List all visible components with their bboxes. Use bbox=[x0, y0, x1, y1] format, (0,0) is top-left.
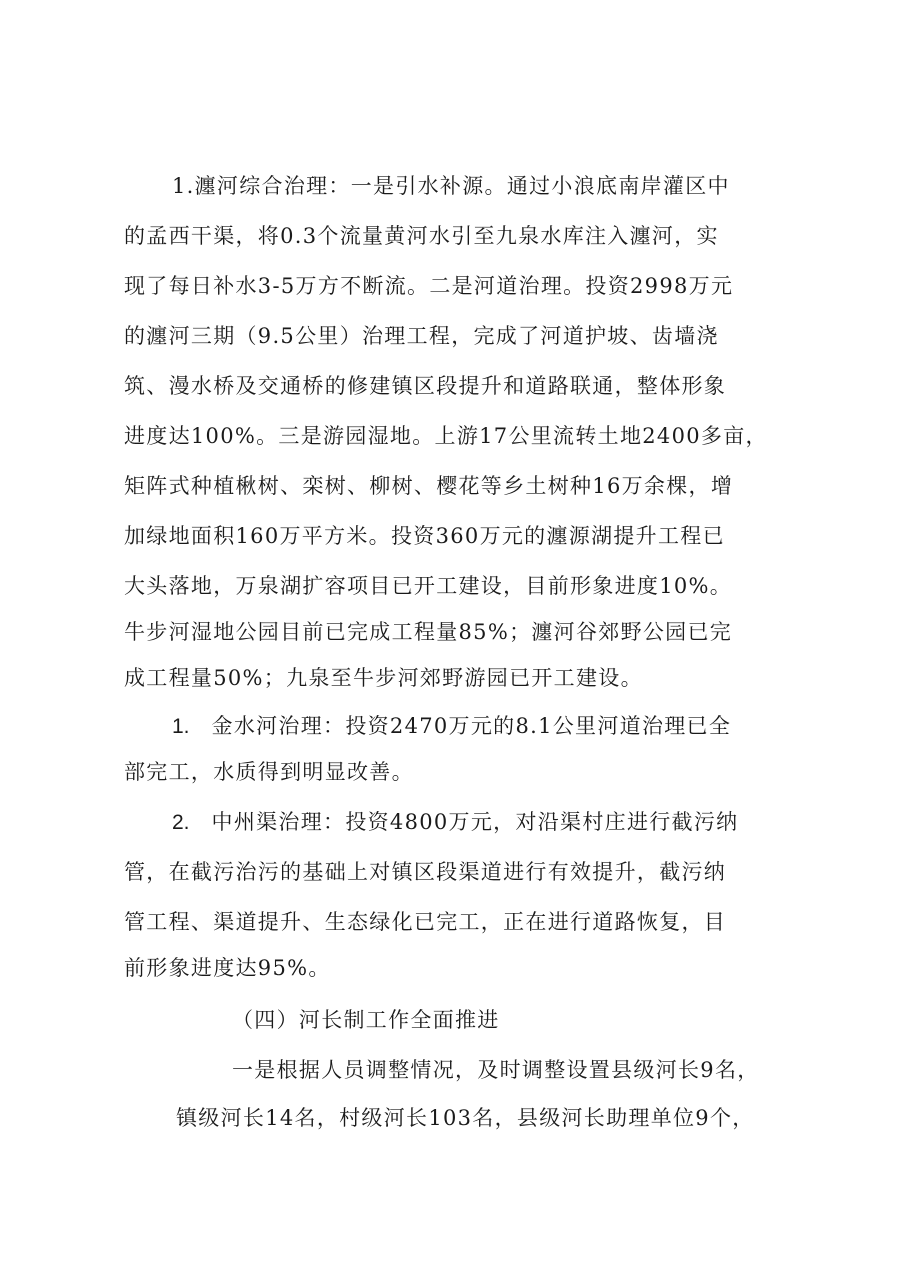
item-2-line-1 bbox=[172, 808, 738, 836]
paragraph-1-line-7: 矩阵式种植楸树、栾树、柳树、樱花等乡土树种16万余棵，增 bbox=[124, 474, 734, 498]
item-1-line-1 bbox=[172, 712, 731, 740]
final-paragraph-line-1: 一是根据人员调整情况，及时调整设置县级河长9名， bbox=[232, 1058, 760, 1082]
paragraph-1-line-2: 的孟西干渠，将0.3个流量黄河水引至九泉水库注入瀍河，实 bbox=[124, 224, 719, 248]
section-heading-4: （四）河长制工作全面推进 bbox=[232, 1008, 500, 1032]
item-1-number: 1. bbox=[172, 715, 190, 738]
item-2-text: 中州渠治理：投资4800万元，对沿渠村庄进行截污纳 bbox=[211, 810, 739, 834]
item-1-line-2: 部完工，水质得到明显改善。 bbox=[124, 760, 414, 784]
item-2-number: 2. bbox=[172, 811, 190, 834]
paragraph-1-line-10: 牛步河湿地公园目前已完成工程量85%；瀍河谷郊野公园已完 bbox=[124, 620, 733, 644]
paragraph-1-line-11: 成工程量50%；九泉至牛步河郊野游园已开工建设。 bbox=[124, 666, 643, 690]
item-2-line-4: 前形象进度达95%。 bbox=[124, 956, 331, 980]
paragraph-1-line-8: 加绿地面积160万平方米。投资360万元的瀍源湖提升工程已 bbox=[124, 524, 725, 548]
paragraph-1-line-5: 筑、漫水桥及交通桥的修建镇区段提升和道路联通，整体形象 bbox=[124, 374, 727, 398]
paragraph-1-line-3: 现了每日补水3-5万方不断流。二是河道治理。投资2998万元 bbox=[124, 274, 734, 298]
paragraph-1-line-4: 的瀍河三期（9.5公里）治理工程，完成了河道护坡、齿墙浇 bbox=[124, 324, 719, 348]
paragraph-1-line-9: 大头落地，万泉湖扩容项目已开工建设，目前形象进度10%。 bbox=[124, 574, 733, 598]
paragraph-1-line-1: 1.瀍河综合治理：一是引水补源。通过小浪底南岸灌区中 bbox=[172, 174, 730, 198]
paragraph-1-line-6: 进度达100%。三是游园湿地。上游17公里流转土地2400多亩， bbox=[124, 424, 768, 448]
final-paragraph-line-2: 镇级河长14名，村级河长103名，县级河长助理单位9个， bbox=[176, 1106, 755, 1130]
item-2-line-3: 管工程、渠道提升、生态绿化已完工，正在进行道路恢复，目 bbox=[124, 910, 727, 934]
item-2-line-2: 管，在截污治污的基础上对镇区段渠道进行有效提升，截污纳 bbox=[124, 860, 727, 884]
item-1-text: 金水河治理：投资2470万元的8.1公里河道治理已全 bbox=[211, 714, 732, 738]
